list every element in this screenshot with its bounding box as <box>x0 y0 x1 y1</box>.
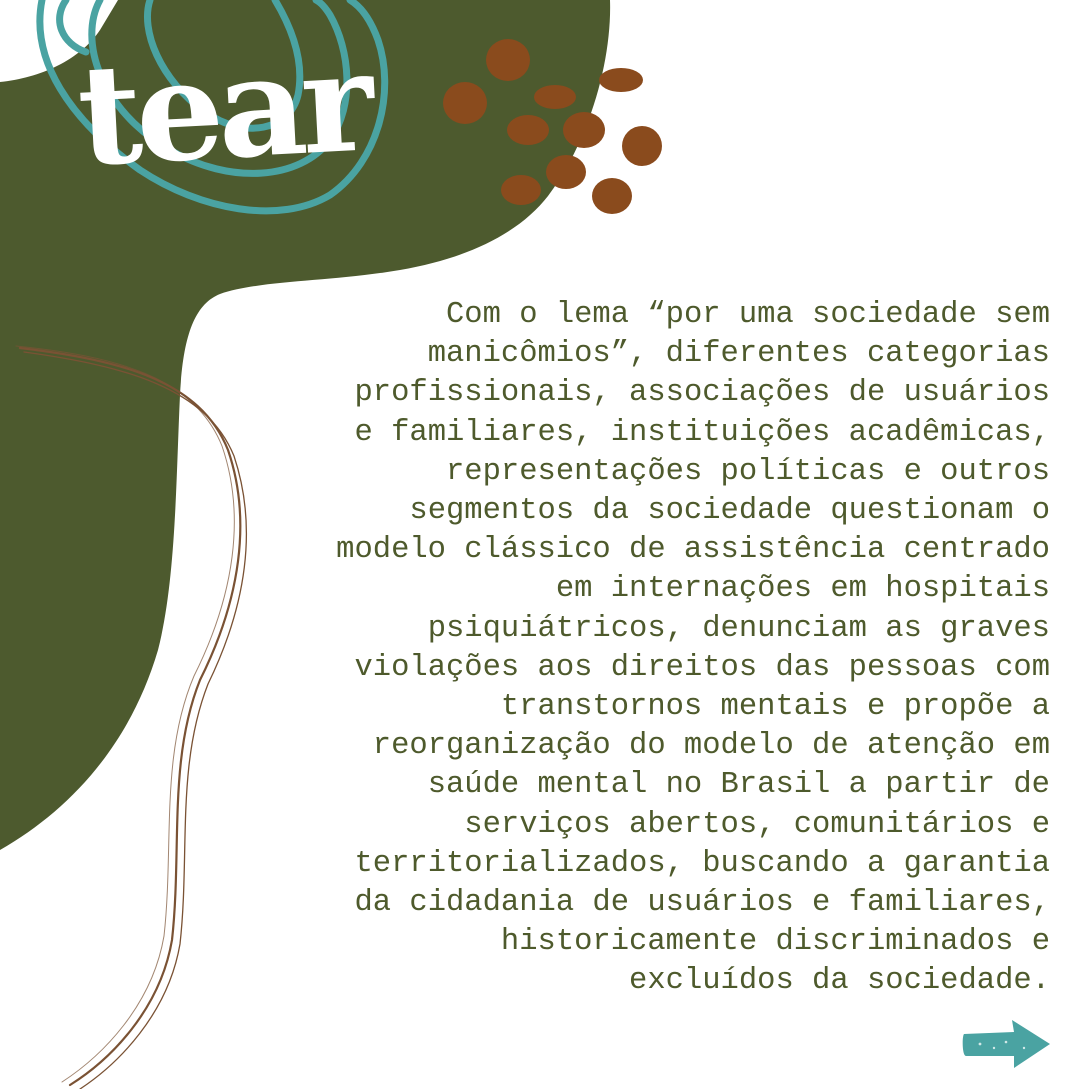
body-paragraph <box>260 296 1050 1002</box>
brown-dot <box>486 39 530 81</box>
brown-dot <box>534 85 576 109</box>
text-line: representações políticas e outros <box>446 454 1050 489</box>
text-line: serviços abertos, comunitários e <box>464 807 1050 842</box>
text-line: psiquiátricos, denunciam as graves <box>427 611 1050 646</box>
text-line: Com o lema “por uma sociedade sem <box>446 298 1050 332</box>
text-line: historicamente discriminados e <box>500 925 1050 960</box>
text-line: violações aos direitos das pessoas com <box>354 650 1050 685</box>
text-line: saúde mental no Brasil a partir de <box>427 768 1050 803</box>
brown-dot <box>592 178 632 214</box>
text-line: excluídos da sociedade. <box>629 964 1050 999</box>
text-line: manicômios”, diferentes categorias <box>427 337 1050 372</box>
brown-dot <box>546 155 586 189</box>
brown-dot <box>501 175 541 205</box>
text-line: em internações em hospitais <box>555 572 1050 607</box>
text-line: profissionais, associações de usuários <box>354 376 1050 411</box>
brown-dot <box>443 82 487 124</box>
text-line: territorializados, buscando a garantia <box>354 846 1050 881</box>
text-line: reorganização do modelo de atenção em <box>372 729 1050 764</box>
brown-dot <box>622 126 662 166</box>
brown-dot <box>563 112 605 148</box>
arrow-right-icon[interactable] <box>960 1018 1052 1070</box>
text-line: e familiares, instituições acadêmicas, <box>354 415 1050 450</box>
brand-logo: tear <box>73 19 372 198</box>
text-line: modelo clássico de assistência centrado <box>336 533 1050 568</box>
brown-dot <box>599 68 643 92</box>
text-line: da cidadania de usuários e familiares, <box>354 886 1050 921</box>
brown-dot <box>507 115 549 145</box>
text-line: transtornos mentais e propõe a <box>500 690 1050 725</box>
text-line: segmentos da sociedade questionam o <box>409 494 1050 529</box>
